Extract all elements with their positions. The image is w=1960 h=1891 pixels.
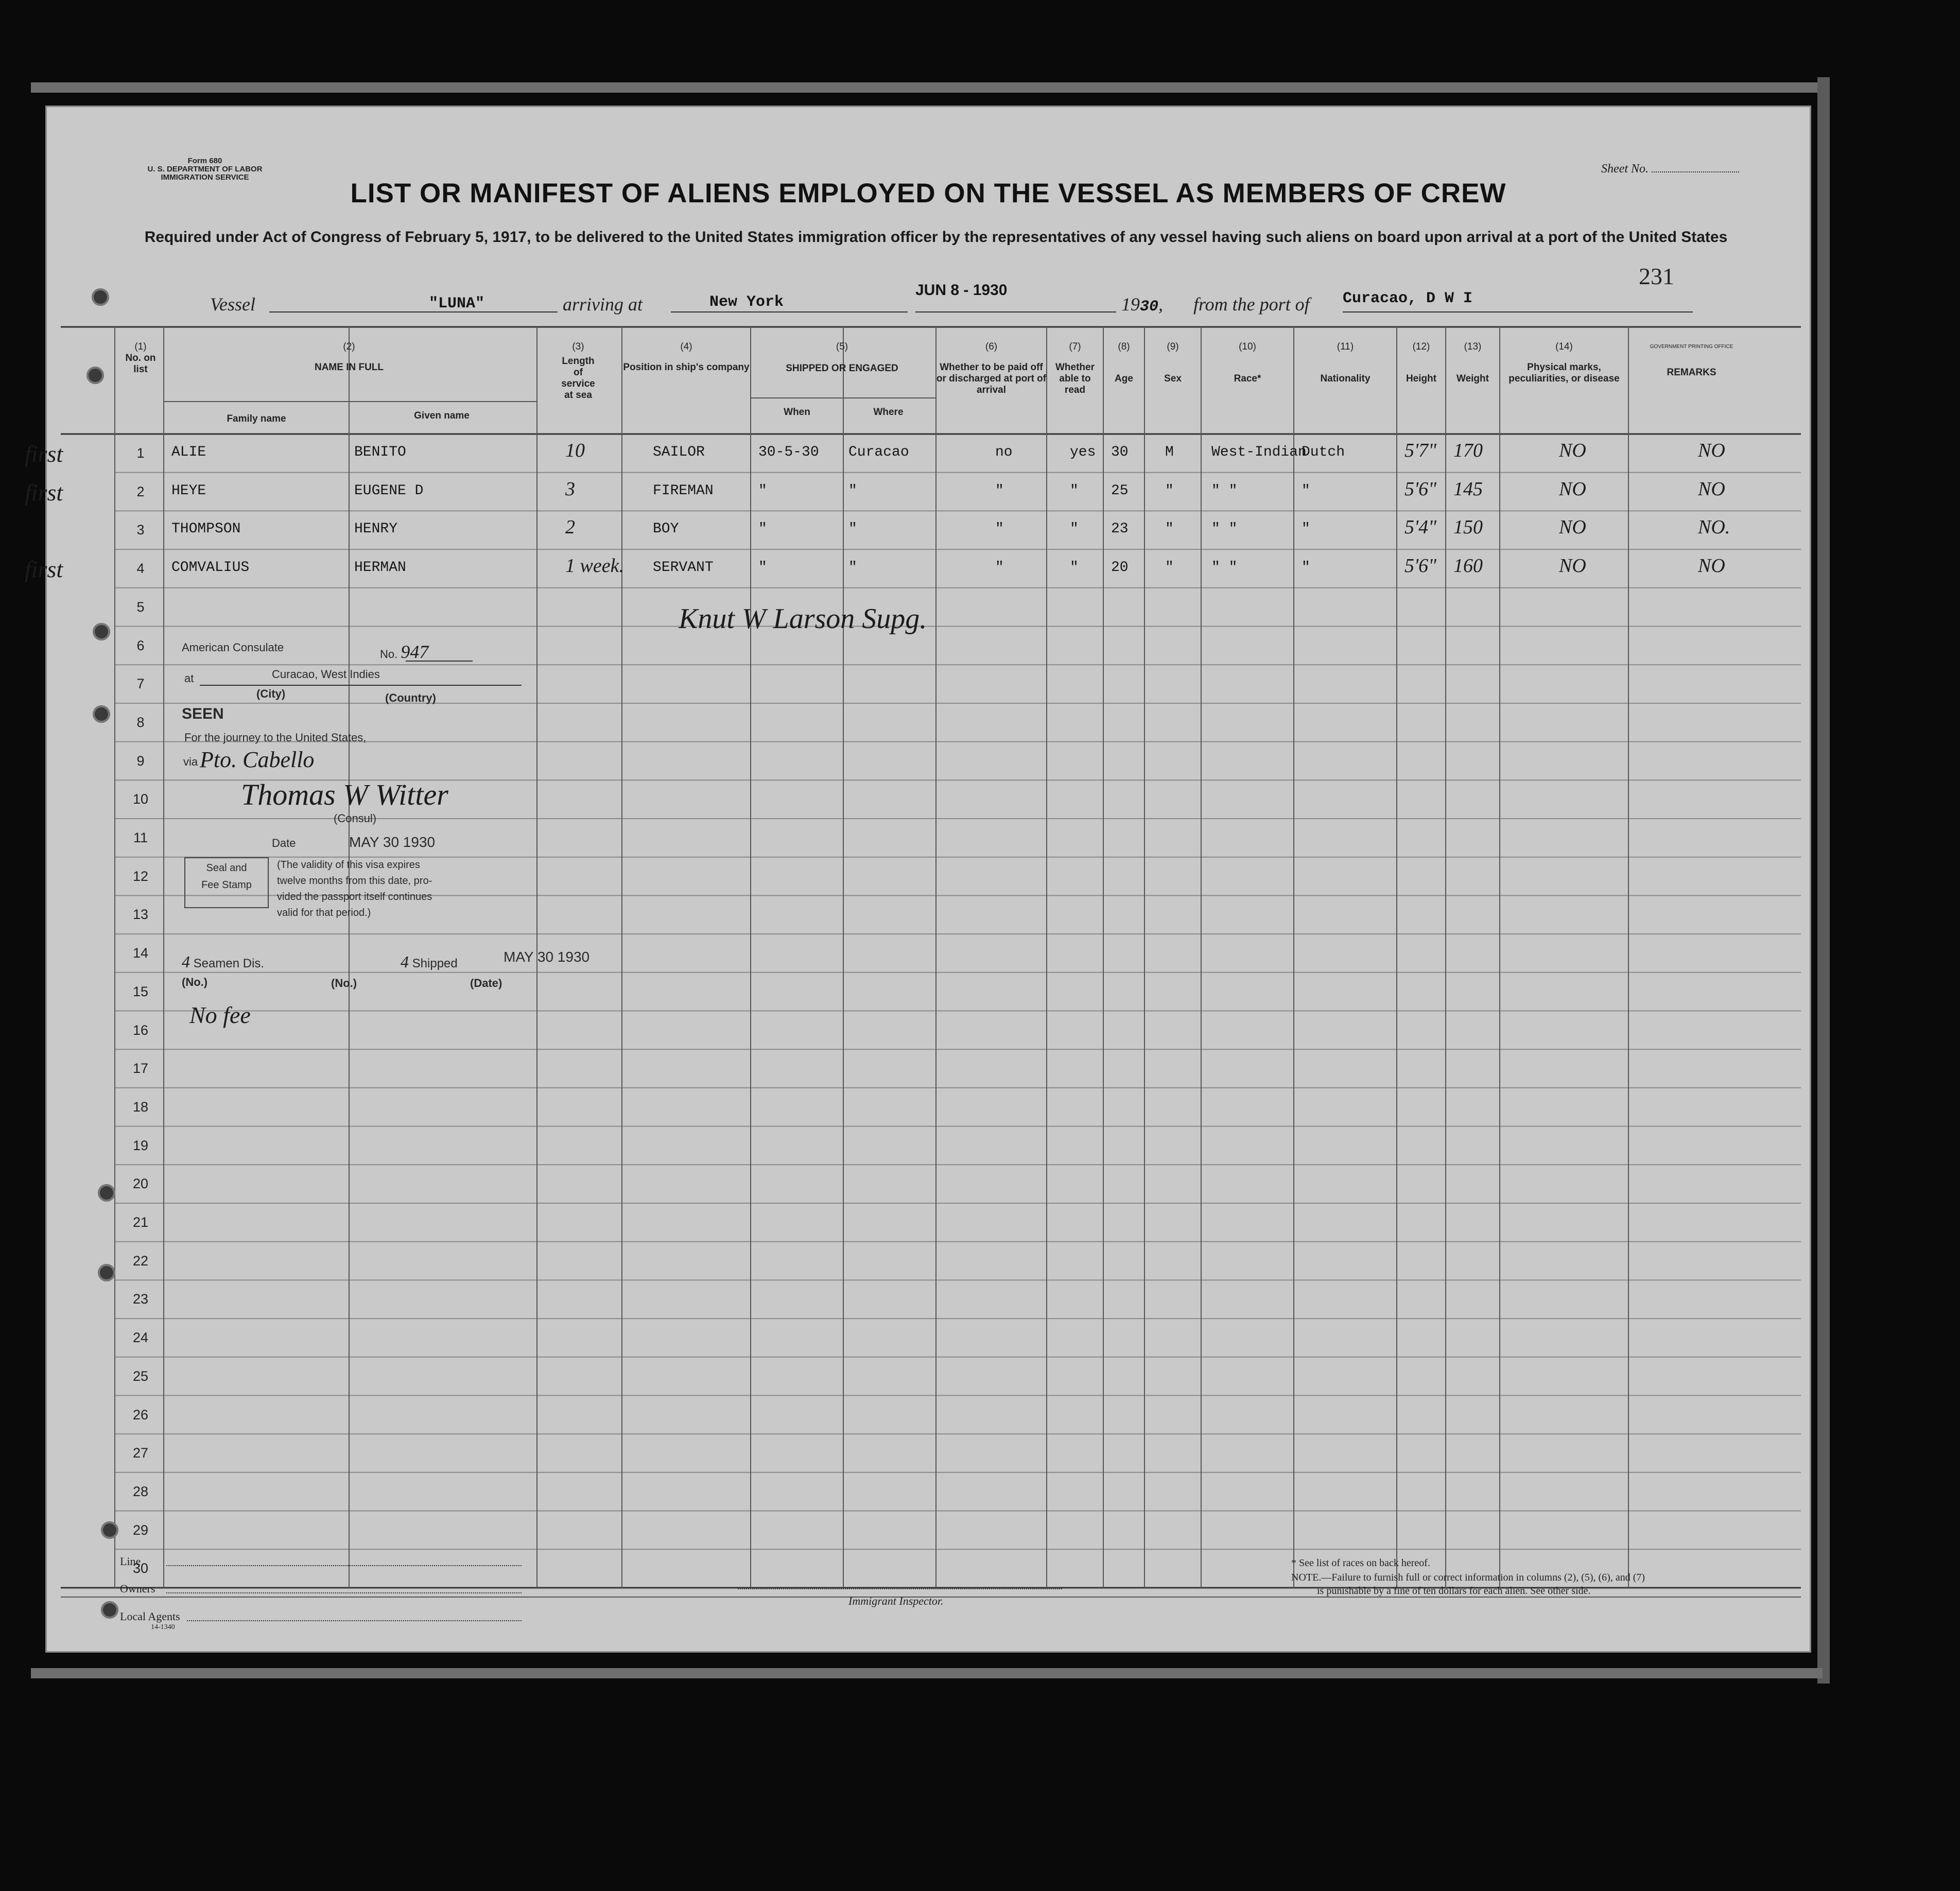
row-number: 6 [136,637,145,653]
binder-hole [86,367,104,384]
col1-header: (1) No. on list [125,341,156,375]
sex-cell: " [1165,521,1174,537]
position-cell: FIREMAN [653,482,714,499]
consulate-name: American Consulate [182,641,284,654]
inspector-underline [738,1588,1062,1589]
row-number: 13 [132,907,149,923]
age-cell: 23 [1111,521,1129,537]
service-length-cell: 3 [565,478,575,500]
row-number: 15 [132,983,149,999]
row-number: 23 [132,1291,149,1307]
form-number: Form 680 [187,157,222,165]
row-number: 18 [132,1099,149,1115]
col10-header: (10) Race* [1234,341,1261,384]
remarks-cell: NO [1698,440,1725,461]
col2-header: (2) NAME IN FULL [314,341,384,373]
row-number: 25 [132,1368,149,1384]
shipped-when-cell: " [758,521,767,537]
vessel-label: Vessel [210,294,255,315]
margin-note: first [25,479,63,506]
seal-box: Seal and Fee Stamp [184,857,269,908]
shipped-when-cell: 30-5-30 [758,444,819,460]
departure-port: Curacao, D W I [1343,290,1473,307]
vessel-name: "LUNA" [429,295,485,313]
paid-off-cell: " [995,560,1004,576]
able-to-read-cell: " [1070,482,1079,499]
given-name-cell: HENRY [354,521,398,537]
row-number: 14 [132,945,149,961]
age-cell: 25 [1111,482,1129,499]
when-header: When [784,407,810,418]
date-caption: (Date) [470,977,502,990]
service: IMMIGRATION SERVICE [161,173,249,182]
physical-marks-cell: NO [1559,440,1586,461]
city-caption: (City) [256,687,286,700]
col9-header: (9) Sex [1164,341,1182,384]
row-number: 27 [132,1445,149,1461]
row-number: 11 [133,830,148,845]
row-number: 4 [136,561,145,577]
line-underline [166,1565,522,1566]
nationality-cell: " [1302,560,1310,576]
col7-header: (7) Whether able to read [1055,341,1095,395]
weight-cell: 150 [1453,516,1483,539]
penalty-note: NOTE.—Failure to furnish full or correct information in columns (2), (5), (6), and (7) [1291,1572,1645,1583]
shipped-when-cell: " [758,560,767,576]
shipped-date: MAY 30 1930 [504,949,590,965]
col15-header: GOVERNMENT PRINTING OFFICE REMARKS [1650,344,1733,378]
weight-cell: 145 [1453,478,1483,500]
physical-marks-cell: NO [1559,555,1586,577]
shipped-where-cell: " [848,482,857,499]
race-cell: " " [1211,521,1238,537]
footer-agents-label: Local Agents [120,1610,180,1623]
seamen-discharged: 4 Seamen Dis. [182,952,265,971]
height-cell: 5'6" [1404,478,1437,500]
row-number: 2 [136,483,145,499]
country-caption: (Country) [385,691,436,704]
row-number: 19 [132,1137,149,1153]
shipped-where-cell: Curacao [848,444,909,460]
col11-header: (11) Nationality [1320,341,1371,384]
given-name-cell: HERMAN [354,560,406,576]
able-to-read-cell: " [1070,521,1079,537]
row-number: 17 [132,1061,149,1077]
document-subtitle: Required under Act of Congress of February 5, 1917, to be delivered to the United States immigration officer by the representatives of any vessel having such aliens on board upon arrival at a port of the United States [144,229,1728,246]
inspector-label: Immigrant Inspector. [848,1594,944,1607]
row-number: 7 [136,676,145,692]
row-number: 30 [132,1560,149,1576]
year-field: 1930, [1121,294,1164,316]
col12-header: (12) Height [1406,341,1437,384]
no-caption-2: (No.) [331,977,357,990]
remarks-cell: NO [1698,478,1725,500]
given-name-cell: EUGENE D [354,482,424,499]
sex-cell: " [1165,482,1174,499]
row-number: 21 [132,1215,149,1230]
row-number: 29 [132,1522,149,1538]
binder-hole [98,1264,115,1281]
nationality-cell: " [1302,521,1310,537]
shipped-where-cell: " [848,560,857,576]
row-number: 8 [136,714,145,730]
physical-marks-cell: NO [1559,516,1586,539]
height-cell: 5'7" [1404,440,1437,461]
col4-header: (4) Position in ship's company [623,341,750,373]
from-port-label: from the port of [1193,294,1310,315]
row-number: 3 [136,522,145,538]
margin-note: first [25,556,63,583]
able-to-read-cell: yes [1070,444,1096,460]
consular-place: Curacao, West Indies [272,668,380,681]
row-number: 22 [132,1253,149,1269]
agents-underline [187,1620,522,1621]
height-cell: 5'6" [1404,555,1437,577]
footer-owners-label: Owners [120,1582,155,1595]
page-number: 231 [1639,263,1674,289]
via-label: via [183,755,198,768]
col8-header: (8) Age [1115,341,1133,384]
remarks-cell: NO [1698,555,1725,577]
family-name-cell: ALIE [171,444,206,460]
binder-hole [92,288,109,306]
race-cell: " " [1211,482,1238,499]
row-number: 12 [132,868,149,884]
age-cell: 20 [1111,560,1129,576]
row-number: 24 [132,1330,149,1346]
where-header: Where [873,407,904,418]
given-name-header: Given name [414,410,470,421]
sheet-number-label: Sheet No. [1601,162,1739,176]
seamen-shipped: 4 Shipped [401,952,458,971]
binder-hole [101,1601,118,1619]
races-note: * See list of races on back hereof. [1291,1557,1430,1569]
position-cell: SAILOR [653,444,705,460]
margin-note: first [25,441,63,467]
date-label: Date [272,837,296,849]
consul-signature: Thomas W Witter [241,778,448,811]
given-name-cell: BENITO [354,444,406,460]
col13-header: (13) Weight [1456,341,1489,384]
validity-note: (The validity of this visa expires twelve months from this date, pro- vided the passport itself continues valid for that period.) [277,859,432,918]
master-signature: Knut W Larson Supg. [679,603,927,635]
footer-form-code: 14-1340 [151,1623,175,1631]
no-caption: (No.) [182,976,208,988]
nationality-cell: Dutch [1302,444,1345,460]
owners-underline [166,1592,522,1593]
binder-hole [101,1521,118,1539]
family-name-header: Family name [227,413,286,424]
visa-date: MAY 30 1930 [349,834,436,850]
service-length-cell: 1 week. [565,555,624,577]
family-name-cell: THOMPSON [171,521,241,537]
weight-cell: 170 [1453,440,1483,461]
row-number: 10 [132,791,149,807]
arrival-date-stamp: JUN 8 - 1930 [915,282,1008,299]
paid-off-cell: no [995,444,1013,460]
remarks-cell: NO. [1698,516,1730,539]
fee-note: No fee [189,1002,251,1028]
position-cell: BOY [653,521,679,537]
sex-cell: M [1165,444,1174,460]
position-cell: SERVANT [653,560,714,576]
consular-no-underline [406,661,473,662]
family-name-cell: HEYE [171,482,206,499]
seen-label: SEEN [182,705,224,722]
department: U. S. DEPARTMENT OF LABOR [147,165,263,174]
arriving-label: arriving at [563,294,643,315]
col6-header: (6) Whether to be paid off or discharged at port of arrival [936,341,1047,395]
paid-off-cell: " [995,482,1004,499]
service-length-cell: 10 [565,440,585,461]
consul-caption: (Consul) [334,812,377,825]
row-number: 9 [136,753,145,769]
journey-text: For the journey to the United States, [184,731,367,744]
row-number: 28 [132,1483,149,1499]
col3-header: (3) Length of service at sea [561,341,595,401]
col5-header: (5) SHIPPED OR ENGAGED [786,341,898,374]
footer-line-label: Line [120,1555,141,1568]
row-number: 20 [132,1176,149,1192]
weight-cell: 160 [1453,555,1483,577]
penalty-note-2: is punishable by a fine of ten dollars for each alien. See other side. [1317,1585,1591,1597]
family-name-cell: COMVALIUS [171,560,250,576]
row-number: 26 [132,1407,149,1422]
physical-marks-cell: NO [1559,478,1586,500]
able-to-read-cell: " [1070,560,1079,576]
binder-hole [93,705,110,723]
document-title: LIST OR MANIFEST OF ALIENS EMPLOYED ON THE VESSEL AS MEMBERS OF CREW [350,178,1506,209]
race-cell: " " [1211,560,1238,576]
height-cell: 5'4" [1404,516,1437,539]
consular-no: No. 947 [380,641,429,662]
binder-hole [93,623,110,640]
paid-off-cell: " [995,521,1004,537]
col14-header: (14) Physical marks, peculiarities, or disease [1508,341,1620,384]
shipped-where-cell: " [848,521,857,537]
row-number: 16 [132,1022,149,1038]
manifest-sheet [25,106,1811,1653]
age-cell: 30 [1111,444,1129,460]
row-number: 5 [136,599,145,615]
shipped-when-cell: " [758,482,767,499]
race-cell: West-Indian [1211,444,1307,460]
binder-hole [98,1184,115,1202]
via-port: Pto. Cabello [200,747,315,772]
consular-at: at [184,672,194,685]
service-length-cell: 2 [565,516,575,539]
nationality-cell: " [1302,482,1310,499]
arriving-port: New York [709,293,784,311]
sex-cell: " [1165,560,1174,576]
row-number: 1 [136,445,145,461]
place-underline [200,685,522,686]
